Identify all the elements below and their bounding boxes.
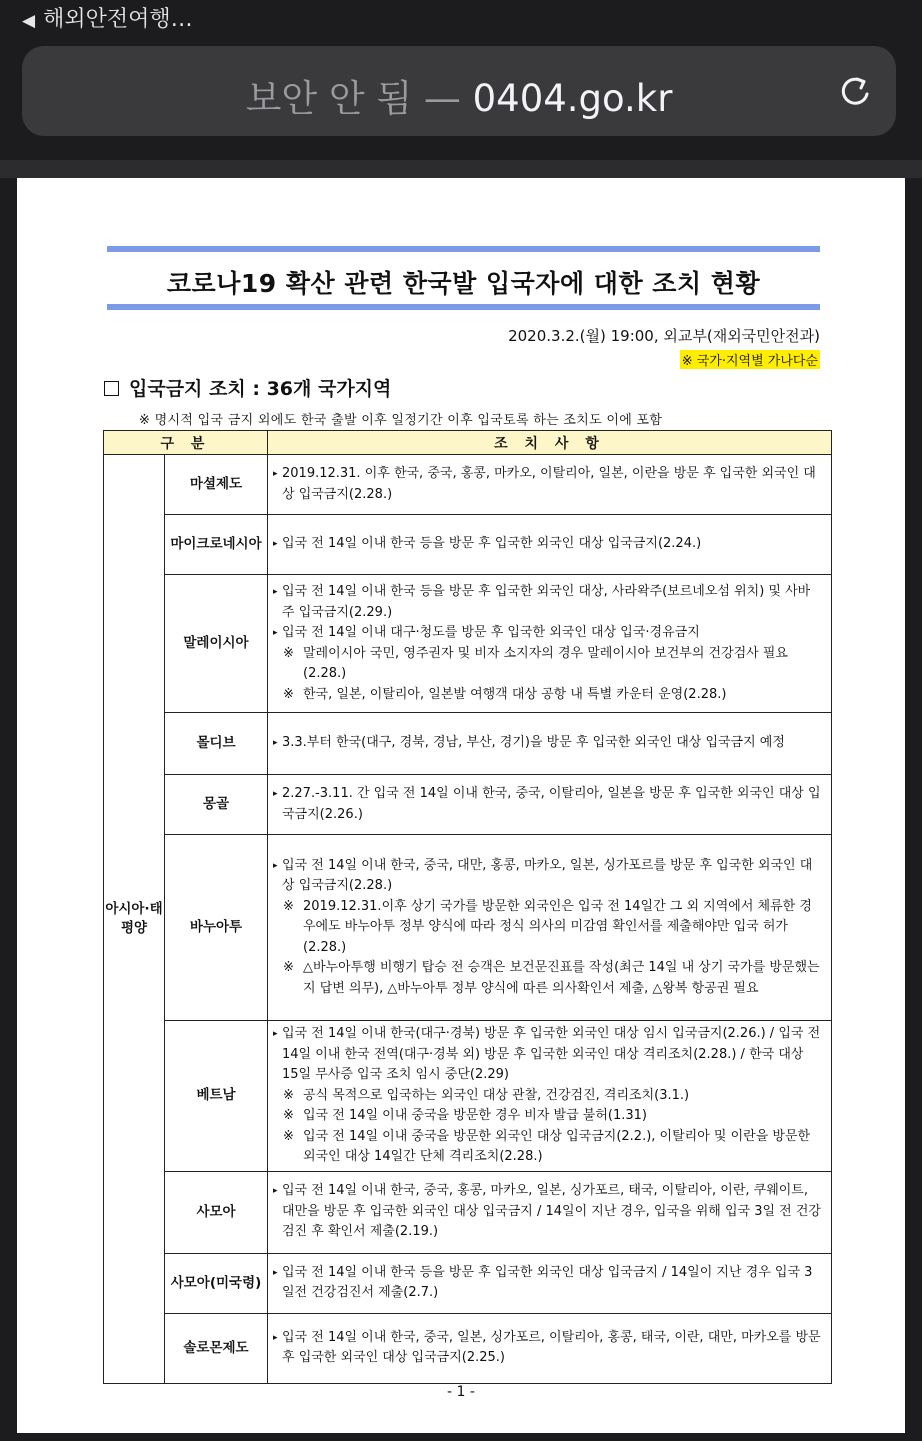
- measure-cell: [268, 1313, 832, 1383]
- country-cell: 몽골: [165, 775, 268, 835]
- insecure-label: 보안 안 됨: [245, 77, 413, 120]
- table-row: [104, 775, 832, 835]
- section-title-text: 입국금지 조치 : 36개 국가지역: [129, 378, 392, 400]
- country-cell: 바누아투: [165, 835, 268, 1021]
- measure-note: ※ 입국 전 14일 이내 중국을 방문한 외국인 대상 입국금지(2.2.), 이탈리아 및 이란을 방문한 외국인 대상 14일간 단체 격리조치(2.28.): [273, 1127, 821, 1168]
- country-cell: 사모아: [165, 1171, 268, 1253]
- page-number: - 1 -: [447, 1384, 475, 1400]
- table-body: [104, 455, 832, 1384]
- measure-cell: [268, 1021, 832, 1172]
- url-domain: 0404.go.kr: [472, 77, 673, 120]
- reload-icon[interactable]: [836, 72, 876, 112]
- table-row: [104, 713, 832, 775]
- table-row: [104, 1021, 832, 1172]
- table-row: [104, 515, 832, 575]
- header-category: 구 분: [104, 431, 268, 455]
- section-title: [104, 374, 391, 401]
- measure-note: ※ △바누아투행 비행기 탑승 전 승객은 보건문진표를 작성(최근 14일 내 상기 국가를 방문했는지 답변 의무), △바누아투 정부 양식에 따른 의사확인서 제출, △왕복 항공권 필요: [273, 958, 821, 999]
- checkbox-square-icon: [104, 381, 119, 396]
- measure-bullet: ▸ 입국 전 14일 이내 한국(대구·경북) 방문 후 입국한 외국인 대상 임시 입국금지(2.26.) / 입국 전 14일 이내 한국 전역(대구·경북 외) 방문 후 입국한 외국인 대상 격리조치(2.28.) / 한국 대상 15일 무사증 입국 조치 임시 중단(2.29): [273, 1024, 821, 1086]
- table-row: [104, 455, 832, 515]
- measure-bullet: ▸ 입국 전 14일 이내 한국, 중국, 홍콩, 마카오, 일본, 싱가포르, 태국, 이탈리아, 이란, 쿠웨이트, 대만을 방문 후 입국한 외국인 대상 입국금지 / 14일이 지난 경우, 입국을 위해 입국 3일 전 건강검진 후 확인서 제출(2.19.): [273, 1181, 821, 1243]
- measure-note: ※ 한국, 일본, 이탈리아, 일본발 여행객 대상 공항 내 특별 카운터 운영(2.28.): [273, 685, 821, 706]
- measure-bullet: ▸ 입국 전 14일 이내 한국 등을 방문 후 입국한 외국인 대상 입국금지(2.24.): [273, 534, 821, 555]
- pdf-page[interactable]: [17, 178, 905, 1433]
- country-cell: 말레이시아: [165, 575, 268, 713]
- measure-bullet: ▸ 입국 전 14일 이내 한국, 중국, 일본, 싱가포르, 이탈리아, 홍콩, 태국, 이란, 대만, 마카오를 방문 후 입국한 외국인 대상 입국금지(2.25.): [273, 1328, 821, 1369]
- country-cell: 베트남: [165, 1021, 268, 1172]
- measures-table: [103, 430, 832, 1384]
- measure-cell: [268, 1253, 832, 1313]
- address-text[interactable]: [22, 68, 896, 122]
- measure-note: ※ 말레이시아 국민, 영주권자 및 비자 소지자의 경우 말레이시아 보건부의 건강검사 필요(2.28.): [273, 644, 821, 685]
- measure-cell: [268, 713, 832, 775]
- table-row: [104, 1253, 832, 1313]
- title-box: [107, 246, 820, 310]
- country-cell: 마이크로네시아: [165, 515, 268, 575]
- measure-bullet: ▸ 입국 전 14일 이내 한국, 중국, 대만, 홍콩, 마카오, 일본, 싱가포르를 방문 후 입국한 외국인 대상 입국금지(2.28.): [273, 856, 821, 897]
- measure-cell: [268, 775, 832, 835]
- table-row: [104, 835, 832, 1021]
- country-cell: 마셜제도: [165, 455, 268, 515]
- header-measures: 조 치 사 항: [268, 431, 832, 455]
- country-cell: 솔로몬제도: [165, 1313, 268, 1383]
- date-line: 2020.3.2.(월) 19:00, 외교부(재외국민안전과): [508, 327, 820, 345]
- measure-note: ※ 입국 전 14일 이내 중국을 방문한 경우 비자 발급 불허(1.31): [273, 1106, 821, 1127]
- document-title: 코로나19 확산 관련 한국발 입국자에 대한 조치 현황: [166, 269, 761, 298]
- measure-note: ※ 2019.12.31.이후 상기 국가를 방문한 외국인은 입국 전 14일간 그 외 지역에서 체류한 경우에도 바누아투 정부 양식에 따라 정식 의사의 미감염 확인서를 제출해야만 입국 허가(2.28.): [273, 897, 821, 959]
- measure-bullet: ▸ 입국 전 14일 이내 한국 등을 방문 후 입국한 외국인 대상, 사라왁주(보르네오섬 위치) 및 사바주 입국금지(2.29.): [273, 582, 821, 623]
- section-note: ※ 명시적 입국 금지 외에도 한국 출발 이후 일정기간 이후 입국토록 하는 조치도 이에 포함: [139, 413, 663, 428]
- table-row: [104, 1171, 832, 1253]
- back-link-label: 해외안전여행…: [43, 7, 193, 32]
- back-arrow-icon: ◀: [22, 11, 36, 31]
- back-to-app-link[interactable]: [22, 2, 193, 33]
- measure-bullet: ▸ 입국 전 14일 이내 대구·청도를 방문 후 입국한 외국인 대상 입국·경유금지: [273, 623, 821, 644]
- country-cell: 몰디브: [165, 713, 268, 775]
- url-separator: —: [423, 77, 461, 120]
- region-cell: 아시아·태평양: [104, 455, 165, 1384]
- content-gutter: [0, 160, 922, 178]
- table-header-row: [104, 431, 832, 455]
- measure-cell: [268, 835, 832, 1021]
- measure-cell: [268, 575, 832, 713]
- measure-bullet: ▸ 2019.12.31. 이후 한국, 중국, 홍콩, 마카오, 이탈리아, 일본, 이란을 방문 후 입국한 외국인 대상 입국금지(2.28.): [273, 464, 821, 505]
- table-row: [104, 1313, 832, 1383]
- measure-bullet: ▸ 3.3.부터 한국(대구, 경북, 경남, 부산, 경기)을 방문 후 입국한 외국인 대상 입국금지 예정: [273, 733, 821, 754]
- measure-cell: [268, 455, 832, 515]
- order-note: ※ 국가·지역별 가나다순: [680, 350, 820, 369]
- measure-cell: [268, 1171, 832, 1253]
- country-cell: 사모아(미국령): [165, 1253, 268, 1313]
- status-bar: [0, 0, 922, 40]
- measure-cell: [268, 515, 832, 575]
- measure-note: ※ 공식 목적으로 입국하는 외국인 대상 관찰, 건강검진, 격리조치(3.1.): [273, 1086, 821, 1107]
- measure-bullet: ▸ 입국 전 14일 이내 한국 등을 방문 후 입국한 외국인 대상 입국금지 / 14일이 지난 경우 입국 3일전 건강검진서 제출(2.7.): [273, 1263, 821, 1304]
- address-bar[interactable]: [22, 46, 896, 136]
- table-row: [104, 575, 832, 713]
- measure-bullet: ▸ 2.27.-3.11. 간 입국 전 14일 이내 한국, 중국, 이탈리아, 일본을 방문 후 입국한 외국인 대상 입국금지(2.26.): [273, 784, 821, 825]
